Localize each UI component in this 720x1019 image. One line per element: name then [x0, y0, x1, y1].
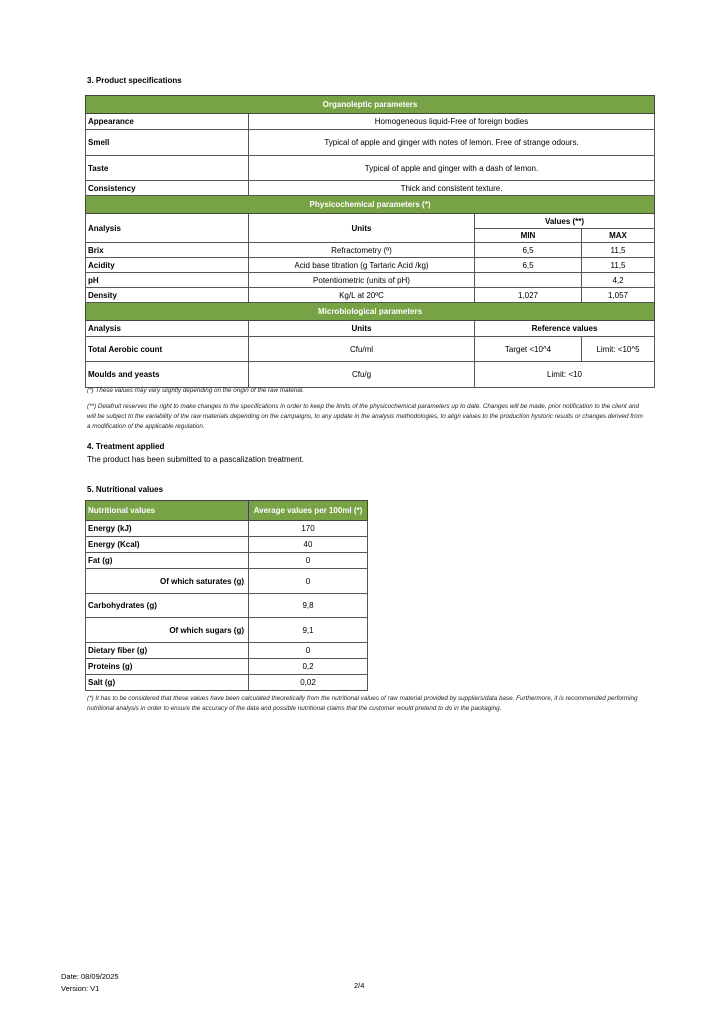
carbohydrates-label: Carbohydrates (g): [86, 594, 249, 618]
taste-label: Taste: [86, 156, 249, 181]
density-max: 1,057: [582, 288, 655, 303]
saturates-label: Of which saturates (g): [86, 569, 249, 594]
density-label: Density: [86, 288, 249, 303]
moulds-yeasts-units: Cfu/g: [249, 362, 475, 388]
treatment-text: The product has been submitted to a pascalization treatment.: [87, 455, 305, 464]
proteins-label: Proteins (g): [86, 659, 249, 675]
density-min: 1,027: [475, 288, 582, 303]
footer-version: Version: V1: [61, 984, 100, 993]
nutritional-name-header: Nutritional values: [86, 501, 249, 521]
brix-max: 11,5: [582, 243, 655, 258]
table-row: [86, 243, 655, 258]
table-row: [86, 258, 655, 273]
fiber-value: 0: [249, 643, 368, 659]
table-row: [86, 537, 368, 553]
table-row: [86, 594, 368, 618]
saturates-value: 0: [249, 569, 368, 594]
salt-value: 0,02: [249, 675, 368, 691]
consistency-value: Thick and consistent texture.: [249, 181, 655, 196]
brix-label: Brix: [86, 243, 249, 258]
smell-value: Typical of apple and ginger with notes of lemon. Free of strange odours.: [249, 130, 655, 156]
moulds-yeasts-label: Moulds and yeasts: [86, 362, 249, 388]
energy-kj-label: Energy (kJ): [86, 521, 249, 537]
specifications-table: [85, 95, 655, 388]
nutritional-note: (*) It has to be considered that these values have been calculated theoretically from the nutritional values of raw material provided by suppliers/data base. Furthermore, it is recommended performing nutritional analysis in order to ensure the accuracy of the data and possible nutritional claims that the customer would pretend to do in the packaging.: [87, 695, 638, 712]
note-delafruit: (**) Delafruit reserves the right to make changes to the specifications in order to keep the limits of the physicochemical parameters up to date. Changes will be made, prior notification to the client and will be subject to the variability of the raw materials depending on the campaigns, to any update in the analysis methodologies, to align values to the production hystoric results or changes derived from a modification of the applicable regulation.: [87, 403, 643, 430]
brix-units: Refractometry (º): [249, 243, 475, 258]
microbiological-units-header: Units: [249, 321, 475, 337]
max-header: MAX: [582, 229, 655, 243]
table-row: [86, 288, 655, 303]
nutritional-value-header: Average values per 100ml (*): [249, 501, 368, 521]
aerobic-count-label: Total Aerobic count: [86, 337, 249, 362]
ph-label: pH: [86, 273, 249, 288]
min-header: MIN: [475, 229, 582, 243]
energy-kcal-value: 40: [249, 537, 368, 553]
organoleptic-header: Organoleptic parameters: [86, 96, 655, 114]
energy-kj-value: 170: [249, 521, 368, 537]
consistency-label: Consistency: [86, 181, 249, 196]
fat-value: 0: [249, 553, 368, 569]
microbiological-header: Microbiological parameters: [86, 303, 655, 321]
aerobic-count-target: Target <10^4: [475, 337, 582, 362]
reference-values-header: Reference values: [475, 321, 655, 337]
physicochemical-units-header: Units: [249, 214, 475, 243]
acidity-min: 6,5: [475, 258, 582, 273]
table-row: [86, 643, 368, 659]
fiber-label: Dietary fiber (g): [86, 643, 249, 659]
carbohydrates-value: 9,8: [249, 594, 368, 618]
density-units: Kg/L at 20ºC: [249, 288, 475, 303]
table-row: [86, 569, 368, 594]
microbiological-analysis-header: Analysis: [86, 321, 249, 337]
physicochemical-header: Physicochemical parameters (*): [86, 196, 655, 214]
nutritional-table: [85, 500, 368, 691]
moulds-yeasts-limit: Limit: <10: [475, 362, 655, 388]
page-number: 2/4: [354, 981, 365, 990]
table-row: [86, 675, 368, 691]
sugars-label: Of which sugars (g): [86, 618, 249, 643]
section-4-title: 4. Treatment applied: [87, 442, 165, 451]
table-row: [86, 618, 368, 643]
aerobic-count-limit: Limit: <10^5: [582, 337, 655, 362]
footer-date: Date: 08/09/2025: [61, 972, 119, 981]
table-row: [86, 273, 655, 288]
appearance-label: Appearance: [86, 114, 249, 130]
acidity-units: Acid base titration (g Tartaric Acid /kg): [249, 258, 475, 273]
section-3-title: 3. Product specifications: [87, 76, 182, 85]
sugars-value: 9,1: [249, 618, 368, 643]
brix-min: 6,5: [475, 243, 582, 258]
appearance-value: Homogeneous liquid-Free of foreign bodies: [249, 114, 655, 130]
acidity-max: 11,5: [582, 258, 655, 273]
physicochemical-analysis-header: Analysis: [86, 214, 249, 243]
table-row: [86, 337, 655, 362]
note-variation: (*) These values may vary slightly depending on the origin of the raw material.: [87, 387, 304, 394]
aerobic-count-units: Cfu/ml: [249, 337, 475, 362]
proteins-value: 0,2: [249, 659, 368, 675]
ph-min: [475, 273, 582, 288]
fat-label: Fat (g): [86, 553, 249, 569]
ph-max: 4,2: [582, 273, 655, 288]
smell-label: Smell: [86, 130, 249, 156]
energy-kcal-label: Energy (Kcal): [86, 537, 249, 553]
table-row: [86, 553, 368, 569]
section-5-title: 5. Nutritional values: [87, 485, 164, 494]
ph-units: Potentiometric (units of pH): [249, 273, 475, 288]
table-row: [86, 521, 368, 537]
table-row: [86, 659, 368, 675]
table-row: [86, 362, 655, 388]
acidity-label: Acidity: [86, 258, 249, 273]
values-header: Values (**): [475, 214, 655, 229]
taste-value: Typical of apple and ginger with a dash of lemon.: [249, 156, 655, 181]
salt-label: Salt (g): [86, 675, 249, 691]
